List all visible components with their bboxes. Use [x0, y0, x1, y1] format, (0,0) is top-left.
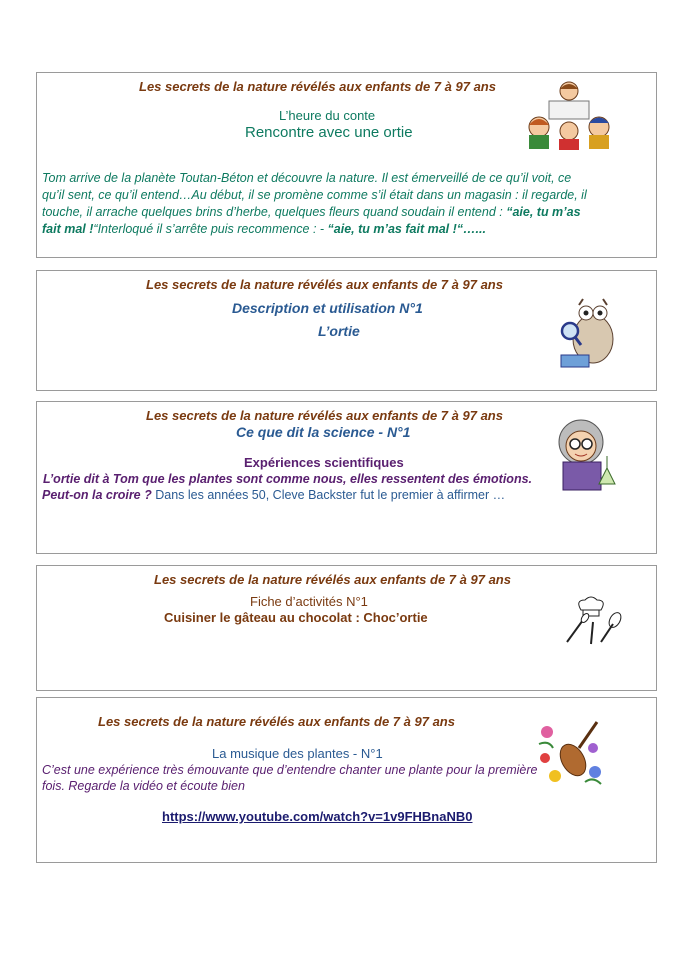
story-paragraph [42, 170, 654, 238]
science-line-1: L’ortie dit à Tom que les plantes sont comme nous, elles ressentent des émotions. [43, 472, 533, 486]
series-title: Les secrets de la nature révélés aux enfants de 7 à 97 ans [98, 714, 455, 729]
card-title: La musique des plantes - N°1 [212, 746, 383, 761]
story-quote-1b: fait mal ! [42, 222, 94, 236]
card-kicker: Fiche d’activités N°1 [250, 594, 368, 609]
card-title: Rencontre avec une ortie [245, 124, 413, 141]
chef-utensils-icon [561, 596, 625, 646]
series-title: Les secrets de la nature révélés aux enfants de 7 à 97 ans [146, 277, 503, 292]
card-subtitle: L’ortie [318, 323, 360, 339]
storytelling-children-icon [521, 79, 617, 151]
series-title: Les secrets de la nature révélés aux enfants de 7 à 97 ans [139, 79, 496, 94]
card-kicker: L’heure du conte [279, 108, 376, 123]
card-title: Ce que dit la science - N°1 [236, 424, 411, 440]
series-title: Les secrets de la nature révélés aux enfants de 7 à 97 ans [146, 408, 503, 423]
owl-magnifier-icon [557, 295, 623, 371]
youtube-link[interactable]: https://www.youtube.com/watch?v=1v9FHBnaNB0 [162, 809, 473, 824]
card-science [36, 401, 657, 554]
card-title: Description et utilisation N°1 [232, 300, 423, 316]
music-line-1: C’est une expérience très émouvante que d’entendre chanter une plante pour la première [42, 763, 538, 777]
card-story [36, 72, 657, 258]
card-description [36, 270, 657, 391]
card-activity [36, 565, 657, 691]
card-title: Cuisiner le gâteau au chocolat : Choc’ortie [164, 610, 428, 625]
story-quote-1: “aie, tu m’as [506, 205, 581, 219]
story-mid: “Interloqué il s’arrête puis recommence : - [93, 222, 325, 236]
scientist-icon [545, 412, 625, 492]
violin-flowers-icon [535, 718, 607, 790]
music-line-2: fois. Regarde la vidéo et écoute bien [42, 779, 245, 793]
story-line-3: touche, il arrache quelques brins d’herbe, quelques fleurs quand soudain il entend : [42, 205, 503, 219]
story-line-1: Tom arrive de la planète Toutan-Béton et découvre la nature. Il est émerveillé de ce qu’il voit, ce [42, 171, 572, 185]
science-question: Peut-on la croire ? [42, 488, 152, 502]
story-line-2: qu’il sent, ce qu’il entend…Au début, il se promène comme s’il était dans un magasin : il regarde, il [42, 188, 587, 202]
story-ending: “…... [456, 222, 486, 236]
card-subtitle: Expériences scientifiques [244, 455, 404, 470]
science-line-2 [42, 488, 505, 502]
story-quote-2: “aie, tu m’as fait mal ! [327, 222, 457, 236]
card-music [36, 697, 657, 863]
series-title: Les secrets de la nature révélés aux enfants de 7 à 97 ans [154, 572, 511, 587]
science-text: Dans les années 50, Cleve Backster fut le premier à affirmer … [151, 488, 506, 502]
